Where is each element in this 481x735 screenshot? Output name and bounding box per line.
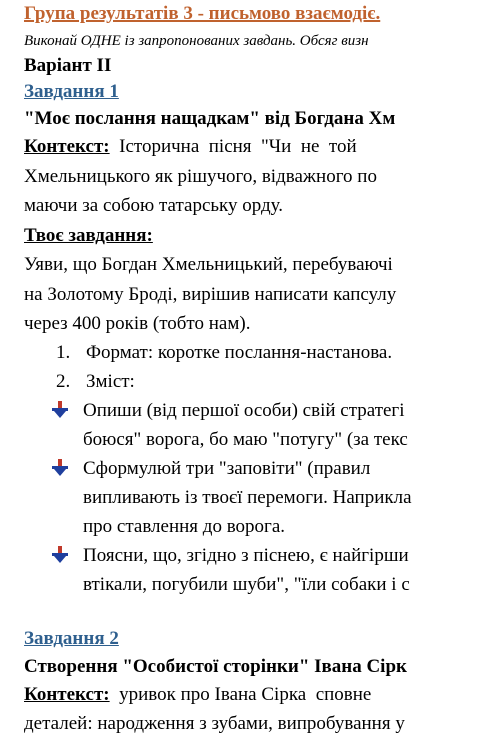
bullet-item-line: втікали, погубили шуби", "їли собаки і с	[83, 574, 410, 595]
task1-context-label: Контекст:	[24, 136, 110, 157]
arrow-down-bullet-icon	[50, 401, 70, 419]
task2-heading[interactable]: Завдання 2	[24, 628, 119, 649]
arrow-down-bullet-icon	[50, 459, 70, 477]
arrow-down-bullet-icon	[50, 546, 70, 564]
task1-heading[interactable]: Завдання 1	[24, 81, 119, 102]
task1-context-line2: Хмельницького як рішучого, відважного по	[24, 166, 377, 187]
task1-context-line1	[24, 136, 357, 158]
numbered-item-format	[56, 342, 392, 364]
instruction-text: Виконай ОДНЕ із запропонованих завдань. Обсяг визн	[24, 33, 369, 49]
your-task-label: Твоє завдання:	[24, 225, 153, 246]
bullet-item-line: Опиши (від першої особи) свій стратегі	[83, 400, 405, 421]
bullet-item-line: Сформулюй три "заповіти" (правил	[83, 458, 371, 479]
bullet-item-line: випливають із твоєї перемоги. Наприкла	[83, 487, 412, 508]
task1-description-line3: через 400 років (тобто нам).	[24, 313, 251, 334]
task2-context-line1	[24, 684, 371, 706]
numbered-item-number: 2.	[56, 371, 71, 392]
document-title: Група результатів 3 - письмово взаємодіє.	[24, 3, 381, 24]
numbered-item-number: 1.	[56, 342, 71, 363]
bullet-item-line: Поясни, що, згідно з піснею, є найгірши	[83, 545, 409, 566]
bullet-item-line: про ставлення до ворога.	[83, 516, 286, 537]
task2-context-label: Контекст:	[24, 684, 110, 705]
numbered-item-text: Зміст:	[86, 371, 135, 392]
task2-title: Створення "Особистої сторінки" Івана Сірк	[24, 656, 407, 677]
task2-context-text: уривок про Івана Сірка сповне	[109, 684, 372, 705]
bullet-item-line: боюся" ворога, бо маю "потугу" (за текс	[83, 429, 408, 450]
task1-description-line1: Уяви, що Богдан Хмельницький, перебуваючі	[24, 254, 393, 275]
task1-context-text: Історична пісня "Чи не той	[109, 136, 357, 157]
variant-heading: Варіант ІІ	[24, 55, 112, 76]
task2-context-line2: деталей: народження з зубами, випробування у	[24, 713, 405, 734]
task1-description-line2: на Золотому Броді, вирішив написати капсулу	[24, 284, 397, 305]
task1-context-line3: маючи за собою татарську орду.	[24, 195, 284, 216]
numbered-item-text: Формат: коротке послання-настанова.	[86, 342, 393, 363]
task1-title: "Моє послання нащадкам" від Богдана Хм	[24, 108, 396, 129]
numbered-item-content	[56, 371, 135, 393]
